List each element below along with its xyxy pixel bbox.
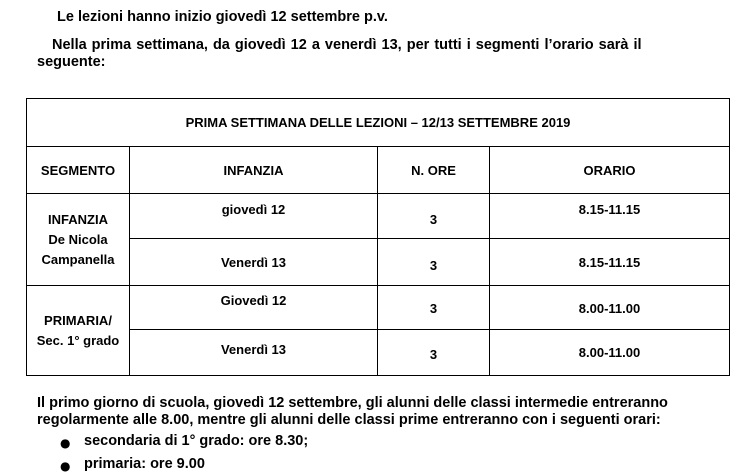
time-text: 8.15-11.15: [578, 254, 641, 270]
segment-line: Sec. 1° grado: [36, 332, 120, 348]
header-segmento: SEGMENTO: [27, 147, 130, 194]
hours-cell: [378, 239, 490, 286]
time-cell: [490, 194, 730, 239]
table-row: [27, 286, 730, 330]
intro-line-2a: Nella prima settimana, da giovedì 12 a venerdì 13, per tutti i segmenti l’orario sarà il: [52, 37, 642, 53]
outro-line-1: Il primo giorno di scuola, giovedì 12 settembre, gli alunni delle classi intermedie entreranno: [37, 395, 668, 411]
outro-line-2: regolarmente alle 8.00, mentre gli alunni delle classi prime entreranno con i seguenti orari:: [37, 412, 661, 428]
header-orario: ORARIO: [490, 147, 730, 194]
hours-text: 3: [429, 347, 438, 362]
day-cell: [130, 330, 378, 376]
schedule-table: [26, 98, 730, 376]
time-text: 8.00-11.00: [578, 345, 641, 360]
segment-line: INFANZIA: [48, 211, 108, 227]
segment-cell-infanzia: [27, 194, 130, 286]
day-text: Venerdì 13: [220, 254, 287, 270]
hours-text: 3: [429, 301, 438, 316]
table-row: [27, 194, 730, 239]
table-row: [27, 330, 730, 376]
time-cell: [490, 286, 730, 330]
hours-cell: [378, 286, 490, 330]
intro-line-2b: seguente:: [37, 54, 106, 70]
segment-cell-primaria: [27, 286, 130, 376]
bullet-item: primaria: ore 9.00: [84, 456, 205, 472]
clipped-top-text: [60, 0, 64, 4]
day-cell: [130, 239, 378, 286]
time-cell: [490, 330, 730, 376]
time-text: 8.00-11.00: [578, 301, 641, 316]
hours-text: 3: [429, 211, 438, 227]
hours-cell: [378, 330, 490, 376]
header-infanzia: INFANZIA: [130, 147, 378, 194]
segment-line: PRIMARIA/: [44, 312, 112, 328]
table-row: [27, 239, 730, 286]
hours-cell: [378, 194, 490, 239]
segment-line: Campanella: [41, 251, 115, 267]
intro-line-1: Le lezioni hanno inizio giovedì 12 settembre p.v.: [57, 9, 388, 25]
day-text: Giovedì 12: [220, 293, 287, 308]
day-cell: [130, 286, 378, 330]
header-n-ore: N. ORE: [378, 147, 490, 194]
day-text: giovedì 12: [221, 202, 286, 217]
segment-line: De Nicola: [48, 231, 108, 247]
table-title: PRIMA SETTIMANA DELLE LEZIONI – 12/13 SETTEMBRE 2019: [27, 99, 730, 147]
day-text: Venerdì 13: [220, 342, 287, 357]
hours-text: 3: [429, 257, 438, 273]
bullet-item: secondaria di 1° grado: ore 8.30;: [84, 433, 309, 449]
bullet-icon: ●: [60, 459, 71, 473]
day-cell: [130, 194, 378, 239]
bullet-icon: ●: [60, 436, 71, 450]
time-cell: [490, 239, 730, 286]
time-text: 8.15-11.15: [578, 202, 641, 217]
